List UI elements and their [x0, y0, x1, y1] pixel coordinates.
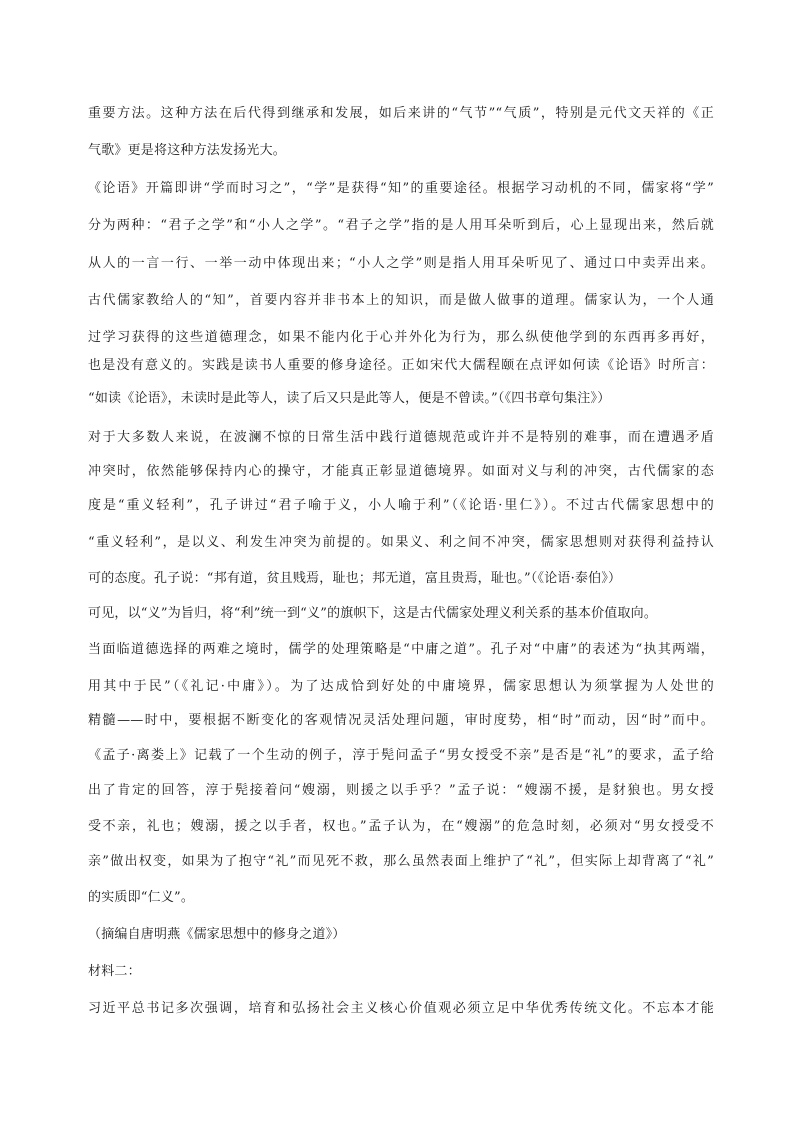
text-line: 可见，以“义”为旨归，将“利”统一到“义”的旗帜下，这是古代儒家处理义利关系的基本价值取向。: [88, 606, 658, 621]
text-line: 过学习获得的这些道德理念，如果不能内化于心并外化为行为，那么纵使他学到的东西再多再好，: [88, 330, 714, 345]
text-line: 从人的一言一行、一举一动中体现出来；“小人之学”则是指人用耳朵听见了、通过口中卖弄出来。: [88, 256, 714, 271]
text-line: 对于大多数人来说，在波澜不惊的日常生活中践行道德规范或许并不是特别的难事，而在遭遇矛盾: [88, 430, 714, 445]
section-heading: 材料二：: [88, 964, 141, 979]
text-line: 的实质即“仁义”。: [88, 890, 195, 905]
text-line: 亲”做出权变，如果为了抱守“礼”而见死不救，那么虽然表面上维护了“礼”，但实际上却背离了“礼”: [88, 854, 714, 869]
text-line: 重要方法。这种方法在后代得到继承和发展，如后来讲的“气节”“气质”，特别是元代文天祥的《正: [88, 106, 714, 121]
text-line: 习近平总书记多次强调，培育和弘扬社会主义核心价值观必须立足中华优秀传统文化。不忘本才能: [88, 1001, 714, 1016]
text-line: 也是没有意义的。实践是读书人重要的修身途径。正如宋代大儒程颐在点评如何读《论语》时所言：: [88, 358, 714, 373]
text-line: 《孟子·离娄上》记载了一个生动的例子，淳于髡问孟子“男女授受不亲”是否是“礼”的要求，孟子给: [88, 748, 714, 763]
text-line: 气歌》更是将这种方法发扬光大。: [88, 143, 287, 158]
text-line: 精髓——时中，要根据不断变化的客观情况灵活处理问题，审时度势，相“时”而动，因“时”而中。: [88, 713, 714, 728]
text-line: 分为两种：“君子之学”和“小人之学”。“君子之学”指的是人用耳朵听到后，心上显现出来，然后就: [88, 218, 714, 233]
text-line: 出了肯定的回答，淳于髡接着问“嫂溺，则援之以手乎？”孟子说：“嫂溺不援，是豺狼也。男女授: [88, 783, 714, 798]
text-line: 当面临道德选择的两难之境时，儒学的处理策略是“中庸之道”。孔子对“中庸”的表述为“执其两端，: [88, 642, 714, 657]
text-line: 冲突时，依然能够保持内心的操守，才能真正彰显道德境界。如面对义与利的冲突，古代儒家的态: [88, 464, 714, 479]
text-line: 古代儒家教给人的“知”，首要内容并非书本上的知识，而是做人做事的道理。儒家认为，一个人通: [88, 293, 714, 308]
text-line: 受不亲，礼也；嫂溺，援之以手者，权也。”孟子认为，在“嫂溺”的危急时刻，必须对“男女授受不: [88, 819, 714, 834]
text-line: 用其中于民”（《礼记·中庸》）。为了达成恰到好处的中庸境界，儒家思想认为须掌握为人处世的: [88, 679, 714, 694]
text-line: 度是“重义轻利”，孔子讲过“君子喻于义，小人喻于利”（《论语·里仁》）。不过古代儒家思想中的: [88, 498, 714, 513]
text-line: 《论语》开篇即讲“学而时习之”，“学”是获得“知”的重要途径。根据学习动机的不同，儒家将“学”: [88, 181, 714, 196]
text-line: “如读《论语》，未读时是此等人，读了后又只是此等人，便是不曾读。”（《四书章句集注》）: [88, 391, 611, 406]
text-line: 可的态度。孔子说：“邦有道，贫且贱焉，耻也；邦无道，富且贵焉，耻也。”（《论语·泰伯》）: [88, 571, 622, 586]
text-line: “重义轻利”，是以义、利发生冲突为前提的。如果义、利之间不冲突，儒家思想则对获得利益持认: [88, 535, 714, 550]
source-citation: （摘编自唐明燕《儒家思想中的修身之道》）: [88, 927, 346, 942]
